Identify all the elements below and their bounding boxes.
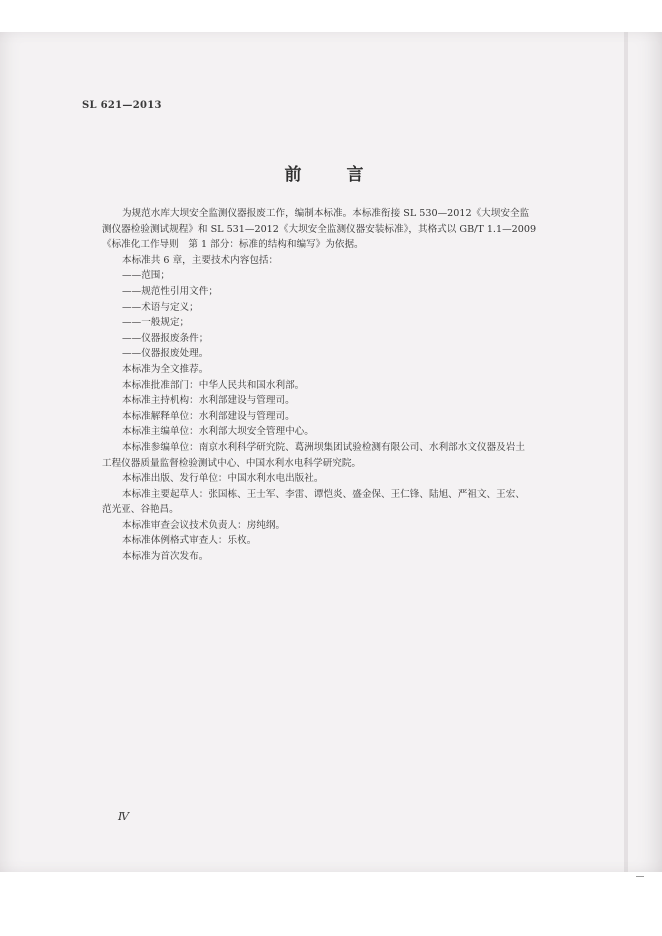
paragraph (102, 518, 586, 534)
paragraph-line: ——范围； (122, 270, 170, 282)
paragraph-line: ——仪器报废处理。 (122, 348, 209, 360)
page-fold-shadow (624, 32, 628, 872)
paragraph (102, 471, 586, 487)
paragraph-line: 本标准主要起草人：张国栋、王士军、李雷、谭恺炎、盛金保、王仁锋、陆旭、严祖文、王宏、 (122, 488, 525, 500)
foreword-body (102, 206, 586, 565)
paragraph (102, 300, 586, 316)
paragraph-line: 范光亚、谷艳昌。 (102, 504, 179, 516)
paragraph-line: ——一般规定； (122, 317, 190, 329)
paragraph (102, 393, 586, 409)
paragraph-line: 本标准主编单位：水利部大坝安全管理中心。 (122, 426, 314, 438)
paragraph-line: ——仪器报废条件； (122, 332, 209, 344)
paragraph-line: ——术语与定义； (122, 301, 199, 313)
paragraph-line: 本标准共 6 章，主要技术内容包括： (122, 254, 279, 266)
paragraph-line: 工程仪器质量监督检验测试中心、中国水利水电科学研究院。 (102, 457, 362, 469)
paragraph (102, 424, 586, 440)
paragraph-line: 本标准参编单位：南京水利科学研究院、葛洲坝集团试验检测有限公司、水利部水文仪器及岩土 (122, 441, 525, 453)
scan-corner-mark (636, 876, 644, 877)
paragraph (102, 487, 586, 518)
paragraph (102, 440, 586, 471)
paragraph (102, 206, 586, 253)
paragraph-line: 本标准为全文推荐。 (122, 363, 209, 375)
paragraph (102, 331, 586, 347)
page-number: Ⅳ (118, 810, 129, 823)
paragraph-line: 本标准主持机构：水利部建设与管理司。 (122, 395, 295, 407)
paragraph-line: 本标准为首次发布。 (122, 551, 209, 563)
paragraph (102, 268, 586, 284)
paragraph-line: 为规范水库大坝安全监测仪器报废工作，编制本标准。本标准衔接 SL 530—2012《大坝安全监 (122, 208, 530, 219)
paragraph (102, 253, 586, 269)
paragraph (102, 533, 586, 549)
paragraph-line: 本标准审查会议技术负责人：房纯纲。 (122, 519, 286, 531)
paragraph-line: 本标准体例格式审查人：乐枚。 (122, 535, 257, 547)
paragraph-line: 本标准批准部门：中华人民共和国水利部。 (122, 379, 305, 391)
paragraph (102, 378, 586, 394)
paragraph (102, 284, 586, 300)
paragraph-line: 测仪器检验测试规程》和 SL 531—2012《大坝安全监测仪器安装标准》，其格式以 GB/T 1.1—2009 (102, 223, 537, 235)
paragraph (102, 346, 586, 362)
page-title: 前 言 (284, 165, 378, 185)
paragraph (102, 362, 586, 378)
paragraph (102, 549, 586, 565)
paragraph-line: ——规范性引用文件； (122, 285, 218, 297)
paragraph (102, 315, 586, 331)
paragraph-line: 本标准出版、发行单位：中国水利水电出版社。 (122, 473, 324, 485)
paragraph-line: 《标准化工作导则 第 1 部分：标准的结构和编写》为依据。 (102, 239, 364, 251)
paragraph-line: 本标准解释单位：水利部建设与管理司。 (122, 410, 295, 422)
paragraph (102, 409, 586, 425)
standard-code: SL 621—2013 (82, 100, 162, 111)
